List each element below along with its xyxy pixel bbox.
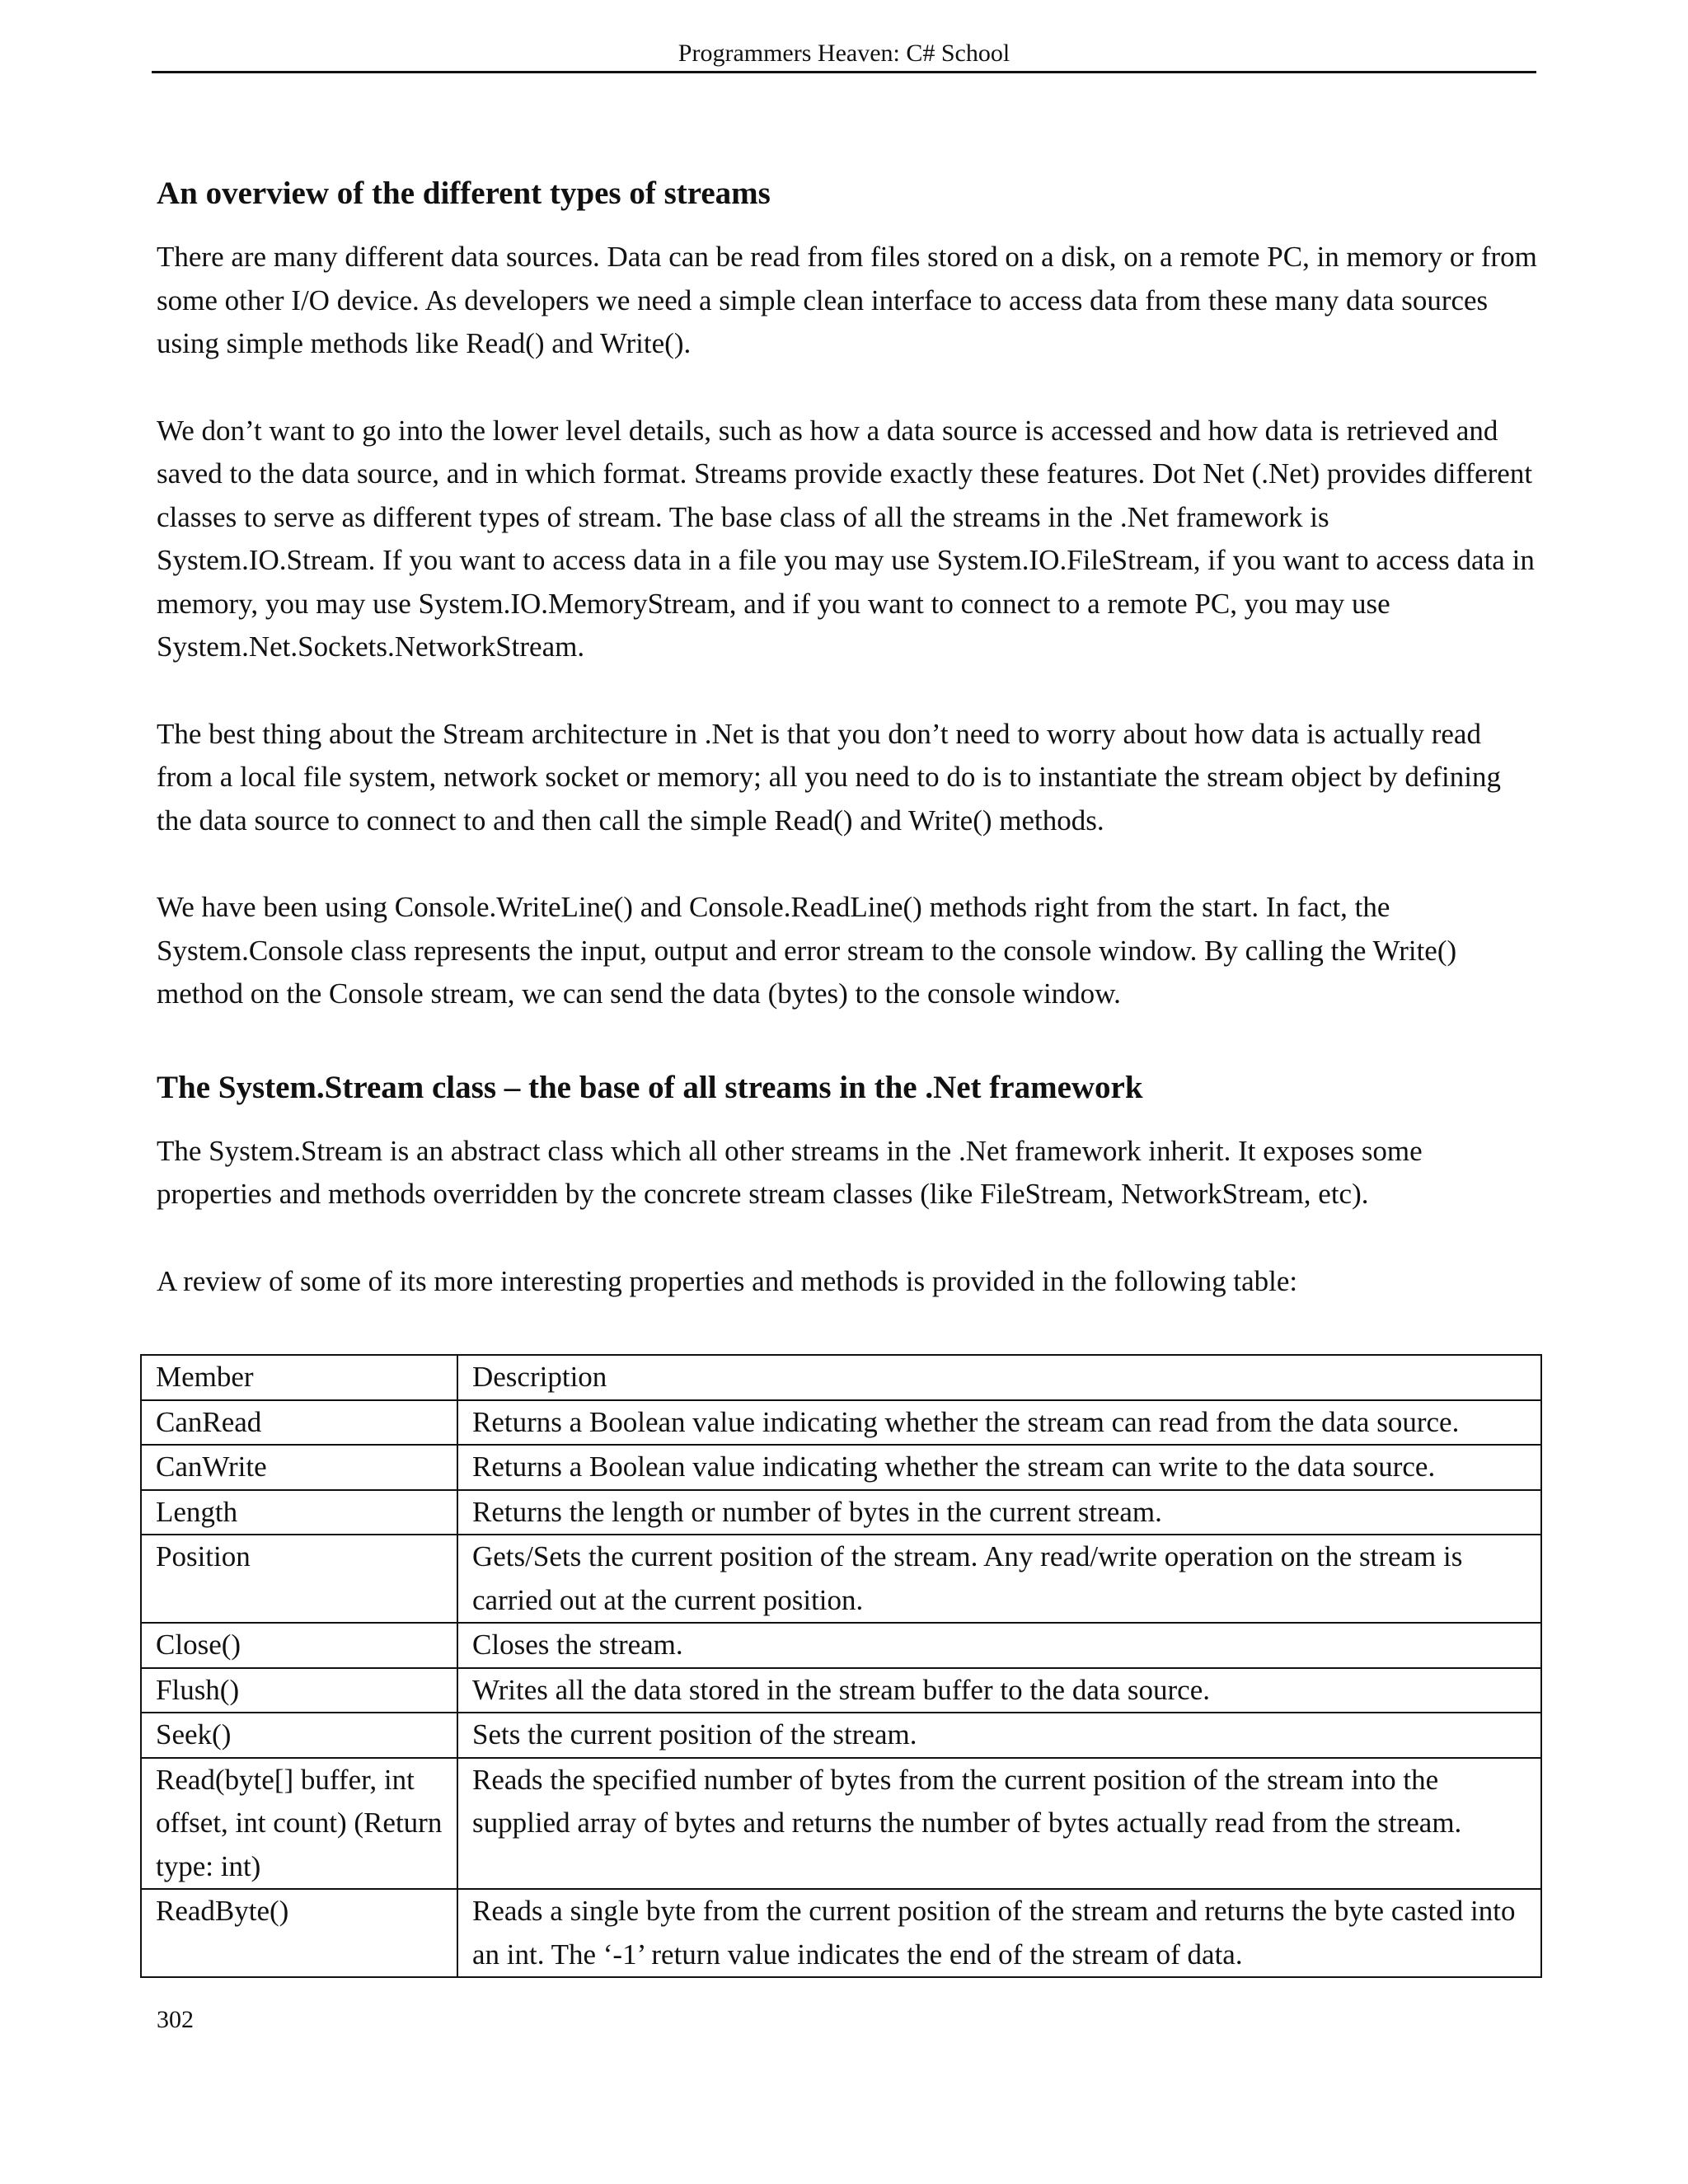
running-header: Programmers Heaven: C# School	[152, 36, 1536, 73]
table-row	[141, 1668, 1541, 1713]
page-number: 302	[157, 2006, 194, 2033]
description-cell: Writes all the data stored in the stream buffer to the data source.	[457, 1668, 1541, 1713]
header-cell-member: Member	[141, 1355, 457, 1400]
member-cell: Length	[141, 1490, 457, 1535]
member-cell: ReadByte()	[141, 1889, 457, 1977]
paragraph-stream-classes: We don’t want to go into the lower level details, such as how a data source is accessed and how data is retrieved and saved to the data source, and in which format. Streams provide exactly these features. Dot Net (.Net) provides different classes to serve as different types of stream. The base class of all the streams in the .Net framework is System.IO.Stream. If you want to access data in a file you may use System.IO.FileStream, if you want to access data in memory, you may use System.IO.MemoryStream, and if you want to connect to a remote PC, you may use System.Net.Sockets.NetworkStream.	[157, 414, 1535, 663]
header-cell-description: Description	[457, 1355, 1541, 1400]
member-cell: Flush()	[141, 1668, 457, 1713]
member-cell: Seek()	[141, 1713, 457, 1758]
member-cell: Close()	[141, 1623, 457, 1668]
table-row	[141, 1623, 1541, 1668]
paragraph-abstract-class: The System.Stream is an abstract class which all other streams in the .Net framework inherit. It exposes some properties and methods overridden by the concrete stream classes (like FileStream, NetworkStream, etc).	[157, 1134, 1423, 1210]
description-cell: Reads a single byte from the current position of the stream and returns the byte casted into an int. The ‘-1’ return value indicates the end of the stream of data.	[457, 1889, 1541, 1977]
description-cell: Returns the length or number of bytes in the current stream.	[457, 1490, 1541, 1535]
description-cell: Returns a Boolean value indicating whether the stream can read from the data source.	[457, 1400, 1541, 1446]
paragraph-console-stream: We have been using Console.WriteLine() and Console.ReadLine() methods right from the start. In fact, the System.Console class represents the input, output and error stream to the console window. By calling the Write() method on the Console stream, we can send the data (bytes) to the console window.	[157, 891, 1457, 1010]
member-cell: Position	[141, 1535, 457, 1623]
stream-members-table	[140, 1354, 1542, 1978]
member-cell: Read(byte[] buffer, int offset, int count) (Return type: int)	[141, 1758, 457, 1890]
section-heading-system-stream: The System.Stream class – the base of all streams in the .Net framework	[157, 1069, 1143, 1105]
table-row	[141, 1490, 1541, 1535]
member-cell: CanRead	[141, 1400, 457, 1446]
section-heading-stream-types: An overview of the different types of streams	[157, 176, 771, 211]
table-row	[141, 1758, 1541, 1890]
paragraph-stream-architecture: The best thing about the Stream architecture in .Net is that you don’t need to worry about how data is actually read from a local file system, network socket or memory; all you need to do is to instantiate the stream object by defining the data source to connect to and then call the simple Read() and Write() methods.	[157, 717, 1501, 837]
page-body	[157, 173, 1541, 1347]
description-cell: Closes the stream.	[457, 1623, 1541, 1668]
description-cell: Sets the current position of the stream.	[457, 1713, 1541, 1758]
table-header-row	[141, 1355, 1541, 1400]
table-row	[141, 1445, 1541, 1490]
paragraph-table-intro: A review of some of its more interesting properties and methods is provided in the following table:	[157, 1264, 1298, 1297]
table-row	[141, 1535, 1541, 1623]
table-row	[141, 1889, 1541, 1977]
description-cell: Reads the specified number of bytes from the current position of the stream into the supplied array of bytes and returns the number of bytes actually read from the stream.	[457, 1758, 1541, 1890]
member-cell: CanWrite	[141, 1445, 457, 1490]
description-cell: Returns a Boolean value indicating whether the stream can write to the data source.	[457, 1445, 1541, 1490]
table-row	[141, 1713, 1541, 1758]
table-row	[141, 1400, 1541, 1446]
description-cell: Gets/Sets the current position of the stream. Any read/write operation on the stream is carried out at the current position.	[457, 1535, 1541, 1623]
paragraph-data-sources: There are many different data sources. Data can be read from files stored on a disk, on a remote PC, in memory or from some other I/O device. As developers we need a simple clean interface to access data from these many data sources using simple methods like Read() and Write().	[157, 241, 1537, 359]
